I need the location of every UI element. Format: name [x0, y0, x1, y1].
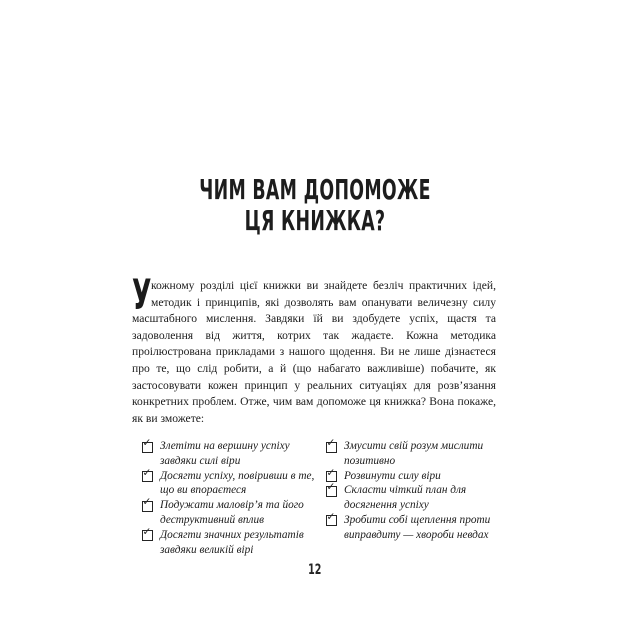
checklist-right-column	[326, 439, 500, 557]
check-mark-icon: ✓	[142, 525, 152, 538]
check-mark-icon: ✓	[142, 466, 152, 479]
checklist-item-text: Зробити собі щеплення проти виправдиту — хвороби невдах	[344, 513, 491, 541]
checklist-item-text: Скласти чіткий план для досягнення успіху	[344, 484, 467, 512]
checklist-item-text: Розвинути силу віри	[344, 469, 441, 482]
checklist-item	[326, 483, 500, 513]
checked-checkbox-icon	[326, 510, 337, 526]
checked-checkbox-icon	[142, 437, 153, 453]
checked-checkbox-icon	[326, 481, 337, 497]
checklist-left-column	[142, 439, 316, 557]
check-mark-icon: ✓	[142, 437, 152, 449]
page-number-container	[0, 561, 630, 579]
chapter-title-line-2: ЦЯ КНИЖКА?	[244, 204, 386, 237]
drop-cap: У	[132, 270, 152, 319]
checklist-item-text: Змусити свій розум мислити позитивно	[344, 440, 484, 467]
checked-checkbox-icon	[142, 466, 153, 482]
checklist-item	[142, 498, 316, 528]
checklist-item	[326, 510, 500, 543]
benefits-checklist	[142, 439, 500, 557]
check-mark-icon: ✓	[326, 437, 336, 449]
check-mark-icon: ✓	[326, 481, 336, 494]
checklist-item-text: Злетіти на вершину успіху завдяки силі віри	[160, 440, 290, 467]
checklist-item	[326, 466, 500, 484]
chapter-title-line-1: ЧИМ ВАМ ДОПОМОЖЕ	[199, 173, 431, 206]
checklist-item	[142, 525, 316, 558]
intro-paragraph	[132, 270, 496, 427]
checklist-item-text: Досягти успіху, повіривши в те, що ви впораєтеся	[160, 469, 315, 497]
checked-checkbox-icon	[142, 525, 153, 541]
check-mark-icon: ✓	[326, 466, 336, 479]
check-mark-icon: ✓	[142, 496, 152, 509]
checklist-item	[326, 439, 500, 469]
intro-paragraph-text: кожному розділі цієї книжки ви знайдете безліч практичних ідей, методик і принципів, які дозволять вам опанувати величезну силу масштабного мислення. Завдяки їй ви здобудете успіх, щастя та задоволення від життя, котрих так жадаєте. Кожна методика проілюстрована прикладами з нашого щодення. Ви не лише дізнаєтеся про те, що слід робити, а й (що набагато важливіше) побачите, як застосовувати кожен принцип у реальних ситуаціях для розв’язання конкретних проблем. Отже, чим вам допоможе ця книжка? Вона покаже, як ви зможете:	[132, 279, 496, 425]
page-number: 12	[308, 562, 322, 578]
checklist-item-text: Досягти значних результатів завдяки великій вірі	[160, 528, 304, 556]
checked-checkbox-icon	[142, 496, 153, 512]
check-mark-icon: ✓	[326, 510, 336, 523]
checklist-item-text: Подужати маловір’я та його деструктивний вплив	[160, 499, 304, 526]
checklist-item	[142, 439, 316, 469]
chapter-title	[0, 174, 630, 236]
checked-checkbox-icon	[326, 437, 337, 453]
checklist-item	[142, 466, 316, 499]
